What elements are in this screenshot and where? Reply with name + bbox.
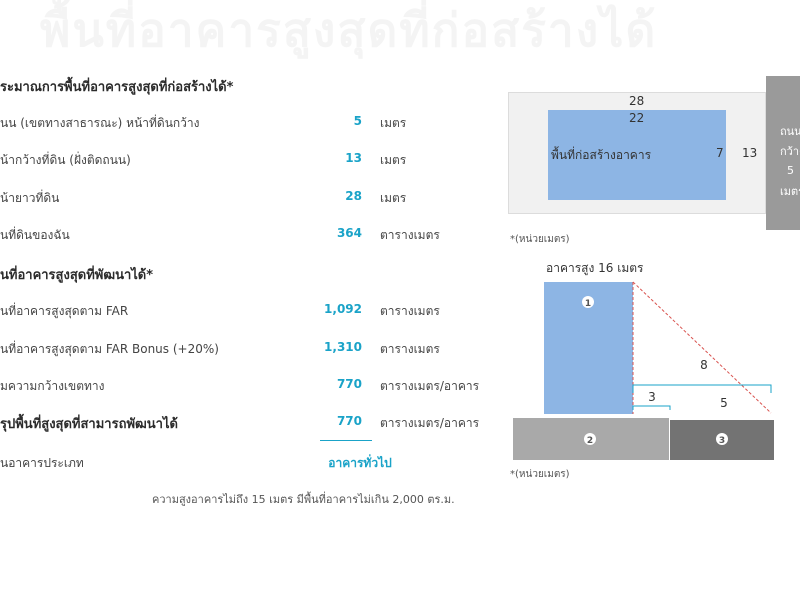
row-land-area [0,224,480,244]
road-text-line: กว้าง [780,145,804,158]
dimension-left-label: 3 [648,390,656,404]
elevation-diagram [505,255,785,465]
elevation-unit-note: *(หน่วยเมตร) [510,469,570,480]
footnote-text: ความสูงอาคารไม่ถึง 15 เมตร มีพื้นที่อาคารไม่เกิน 2,000 ตร.ม. [152,493,455,506]
section-title-estimate: ระมาณการพื้นที่อาคารสูงสุดที่ก่อสร้างได้* [0,80,234,95]
row-land-depth [0,187,480,207]
row-far-area [0,300,480,320]
background-watermark-text: พื้นที่อาคารสูงสุดที่ก่อสร้างได้ [40,3,658,57]
value-underline [320,440,372,441]
site-plan-building-label: พื้นที่ก่อสร้างอาคาร [551,148,652,162]
row-value: 28 [345,189,362,203]
site-plan-unit-note: *(หน่วยเมตร) [510,234,570,245]
row-label: นอาคารประเภท [0,456,84,470]
row-building-type [0,452,480,472]
row-label: น้ายาวที่ดิน [0,191,60,205]
section-title-summary: รุปพื้นที่สูงสุดที่สามารถพัฒนาได้ [0,417,178,432]
row-value: 1,310 [324,340,362,354]
site-plan-building-length: 22 [629,111,645,125]
row-label: น้ากว้างที่ดิน (ฝั่งติดถนน) [0,153,131,167]
site-plan-land-width: 13 [742,146,758,160]
row-value: 770 [336,377,362,391]
row-unit: เมตร [380,153,407,167]
dimension-total-label: 8 [700,358,708,372]
section-title-max-building: นที่อาคารสูงสุดที่พัฒนาได้* [0,268,154,283]
row-unit: ตารางเมตร [380,228,440,242]
row-label: นน (เขตทางสาธารณะ) หน้าที่ดินกว้าง [0,116,200,130]
row-label: นที่อาคารสูงสุดตาม FAR Bonus (+20%) [0,342,219,356]
row-unit: ตารางเมตร [380,342,440,356]
site-plan-road [766,76,804,230]
row-land-frontage [0,149,480,169]
row-value: 770 [336,414,362,428]
row-label: มความกว้างเขตทาง [0,379,105,393]
row-value: 13 [345,151,362,165]
row-value: 364 [336,226,362,240]
marker-2-label: 2 [586,436,594,446]
row-unit: เมตร [380,191,407,205]
row-value: 1,092 [324,302,362,316]
building-type-value: อาคารทั่วไป [328,456,392,470]
row-unit: ตารางเมตร/อาคาร [380,416,480,430]
row-label: นที่อาคารสูงสุดตาม FAR [0,304,129,318]
row-road-width [0,112,480,132]
row-far-bonus-area [0,338,480,358]
site-plan-land-length: 28 [629,94,645,108]
marker-3-label: 3 [718,436,726,446]
road-text-line: ถนน [780,125,802,138]
road-text-line: 5 [787,164,794,177]
dimension-right-label: 5 [720,396,728,410]
row-unit: เมตร [380,116,407,130]
row-unit: ตารางเมตร [380,304,440,318]
row-label: นที่ดินของฉัน [0,228,70,242]
row-value: 5 [353,114,362,128]
row-road-width-limit [0,375,480,395]
marker-1-label: 1 [584,299,592,309]
site-plan-building-width: 7 [716,146,724,160]
row-unit: ตารางเมตร/อาคาร [380,379,480,393]
elevation-height-label: อาคารสูง 16 เมตร [546,261,644,275]
dimension-bracket-left [633,406,670,410]
row-summary-max-area [0,412,480,432]
road-text-line: เมตร [780,185,804,198]
